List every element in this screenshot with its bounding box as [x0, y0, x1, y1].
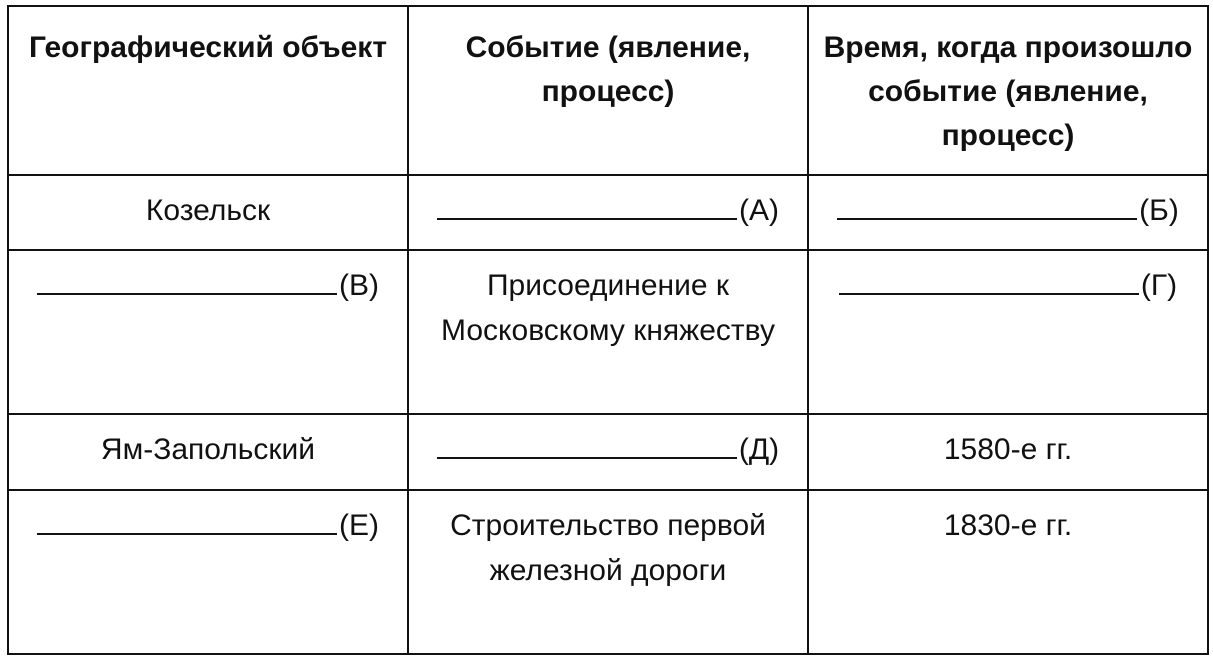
cell-object-blank — [8, 250, 408, 414]
geography-events-table — [7, 5, 1209, 655]
table-row — [8, 414, 1208, 490]
cell-event-blank — [408, 175, 808, 250]
answer-blank-line — [839, 263, 1139, 295]
cell-object: Козельск — [8, 175, 408, 250]
blank-label: (Г) — [1140, 269, 1178, 302]
blank-label: (Д) — [738, 433, 780, 466]
table-row — [8, 250, 1208, 414]
answer-blank-line — [37, 503, 337, 535]
blank-label: (А) — [739, 194, 779, 227]
cell-object-blank — [8, 490, 408, 654]
header-time: Время, когда произошло событие (явление, процесс) — [808, 6, 1208, 175]
cell-event-blank — [408, 414, 808, 490]
answer-blank-line — [837, 188, 1137, 220]
answer-blank-line — [37, 263, 337, 295]
cell-object: Ям-Запольский — [8, 414, 408, 490]
answer-blank-line — [437, 188, 737, 220]
cell-time-blank — [808, 175, 1208, 250]
table-header-row — [8, 6, 1208, 175]
cell-event: Присоединение к Московскому княжеству — [408, 250, 808, 414]
header-geographic-object: Географический объект — [8, 6, 408, 175]
blank-label: (Б) — [1139, 194, 1179, 227]
cell-time: 1830-е гг. — [808, 490, 1208, 654]
header-event: Событие (явление, процесс) — [408, 6, 808, 175]
table-row — [8, 175, 1208, 250]
blank-label: (В) — [339, 269, 379, 302]
cell-time: 1580-е гг. — [808, 414, 1208, 490]
answer-blank-line — [437, 427, 737, 459]
cell-time-blank — [808, 250, 1208, 414]
table-row — [8, 490, 1208, 654]
cell-event: Строительство первой железной дороги — [408, 490, 808, 654]
blank-label: (Е) — [339, 509, 379, 542]
